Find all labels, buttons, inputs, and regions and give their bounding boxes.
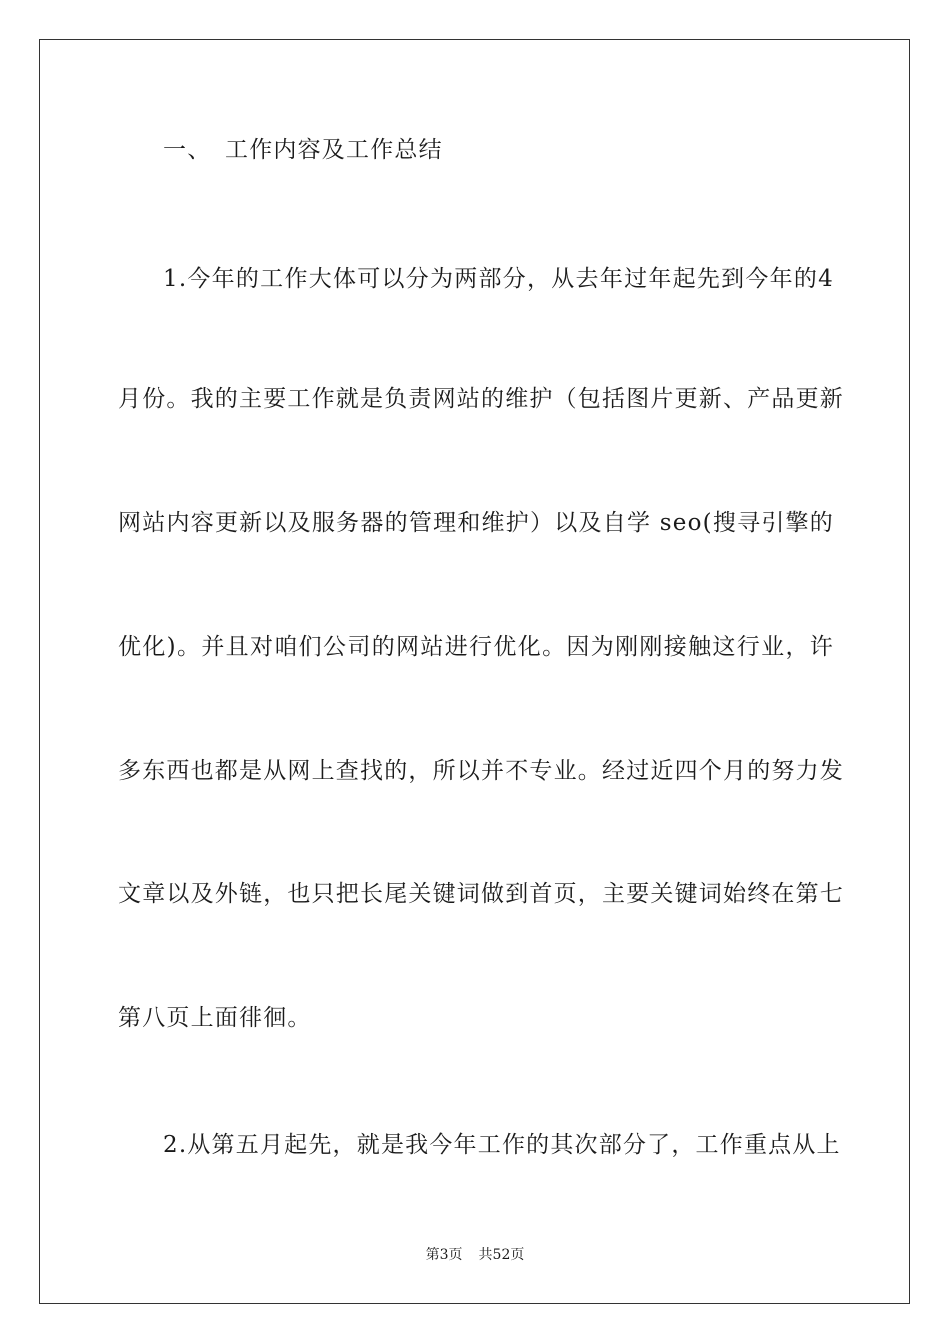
paragraph-line: 多东西也都是从网上查找的，所以并不专业。经过近四个月的努力发 <box>118 758 844 784</box>
section-number: 一、 <box>163 137 212 163</box>
page-footer <box>0 1246 950 1264</box>
paragraph-line: 2.从第五月起先，就是我今年工作的其次部分了，工作重点从上 <box>163 1132 841 1158</box>
current-page-label: 第3页 <box>425 1247 463 1263</box>
section-heading <box>163 135 443 165</box>
section-title: 工作内容及工作总结 <box>225 137 443 163</box>
page-border <box>39 39 910 1304</box>
paragraph-line: 月份。我的主要工作就是负责网站的维护（包括图片更新、产品更新 <box>118 386 844 412</box>
paragraph-line: 第八页上面徘徊。 <box>118 1005 312 1031</box>
paragraph-line: 文章以及外链，也只把长尾关键词做到首页，主要关键词始终在第七 <box>118 881 844 907</box>
paragraph-line: 网站内容更新以及服务器的管理和维护）以及自学 seo(搜寻引擎的 <box>118 510 834 536</box>
paragraph-line: 优化)。并且对咱们公司的网站进行优化。因为刚刚接触这行业，许 <box>118 634 834 660</box>
total-pages-label: 共52页 <box>478 1247 525 1263</box>
paragraph-line: 1.今年的工作大体可以分为两部分，从去年过年起先到今年的4 <box>163 266 834 292</box>
